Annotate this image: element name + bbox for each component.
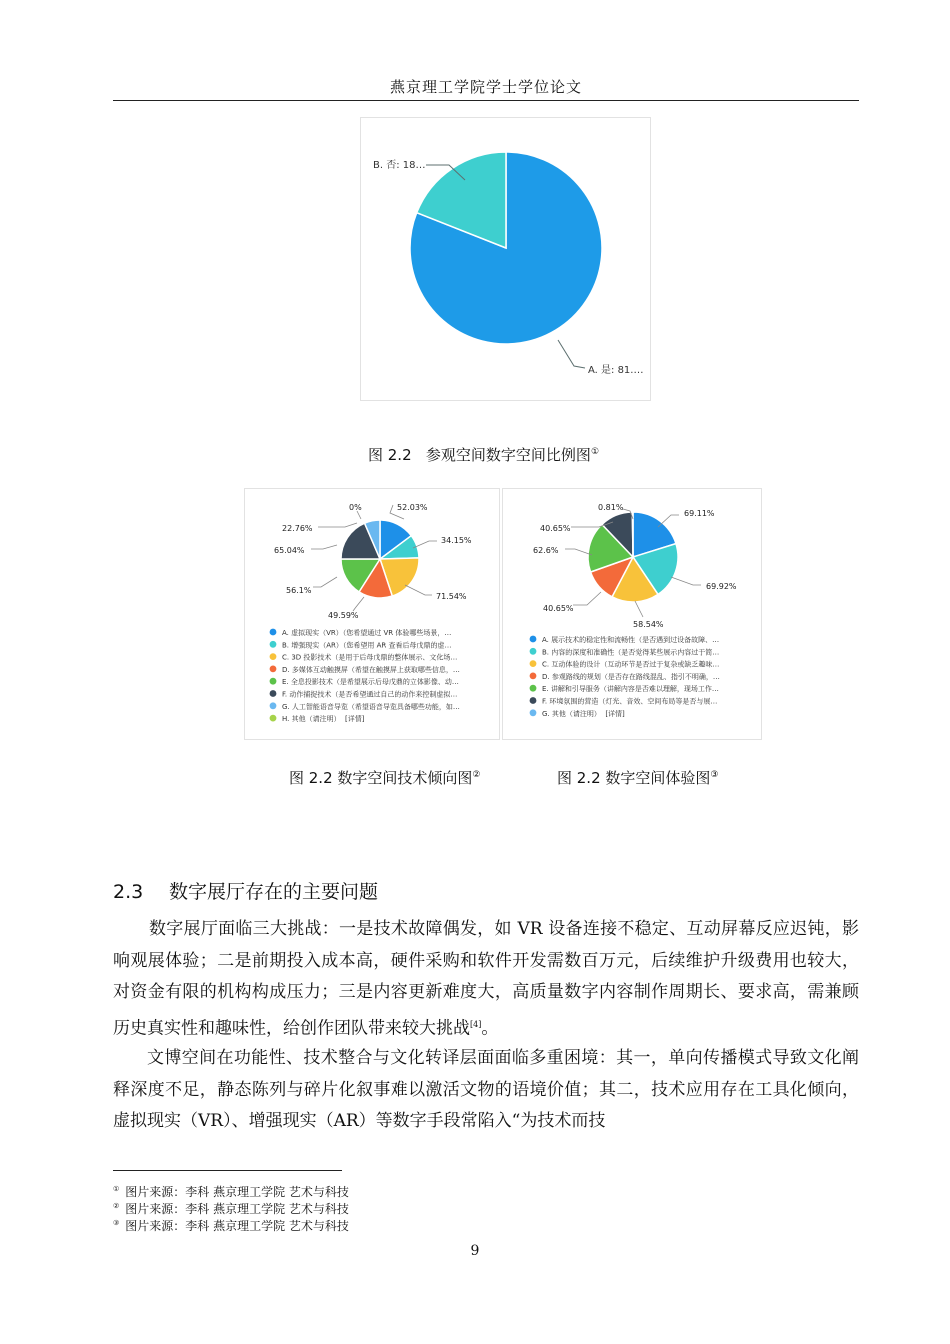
paragraph-1-text: 数字展厅面临三大挑战：一是技术故障偶发，如 VR 设备连接不稳定、互动屏幕反应迟钝，影响观展体验；二是前期投入成本高，硬件采购和软件开发需数百万元，后续维护升级费用也较大，对资金有限的机构构成压力；三是内容更新难度大，高质量数字内容制作周期长、要求高，需兼顾历史真实性和趣味性，给创作团队带来较大挑战 xyxy=(113,919,859,1039)
pie3-legend-item-2: C. 互动体验的设计（互动环节是否过于复杂或缺乏趣味… xyxy=(542,660,720,669)
header-rule xyxy=(113,100,859,101)
pie2-svg xyxy=(245,489,499,739)
pie3-value-e: 62.6% xyxy=(533,546,559,555)
footnote-1-text: 图片来源：李科 燕京理工学院 艺术与科技 xyxy=(125,1185,349,1199)
pie3-value-g: 0.81% xyxy=(598,503,624,512)
pie2-legend-swatch-1 xyxy=(270,641,277,648)
footnote-2 xyxy=(113,1199,349,1217)
pie2-legend-item-0: A. 虚拟现实（VR）（您希望通过 VR 体验哪些场景，… xyxy=(282,629,452,637)
pie2-legend-swatch-6 xyxy=(270,702,277,709)
pie3-legend-item-5: F. 环境氛围的营造（灯光、音效、空间布局等是否与展… xyxy=(542,697,718,706)
pie3-legend-item-3: D. 参观路线的规划（是否存在路线混乱、指引不明确，… xyxy=(542,672,720,681)
footnote-2-mark: ② xyxy=(113,1202,120,1210)
pie2-value-d: 49.59% xyxy=(328,611,359,620)
pie3-legend-swatch-3 xyxy=(530,673,537,680)
pie3-leader-d xyxy=(573,592,601,605)
pie2-legend-item-7: H. 其他（请注明） [详情] xyxy=(282,715,365,724)
pie3-legend-swatch-2 xyxy=(530,660,537,667)
pie2-value-g: 22.76% xyxy=(282,524,313,533)
pie3-legend-item-0: A. 展示技术的稳定性和流畅性（是否遇到过设备故障、… xyxy=(542,636,720,644)
pie2-value-c: 71.54% xyxy=(436,592,467,601)
pie3-svg xyxy=(503,489,761,739)
pie2-leader-h xyxy=(357,511,361,519)
pie2-leader-e xyxy=(313,577,337,587)
pie3-legend-item-1: B. 内容的深度和准确性（是否觉得某些展示内容过于简… xyxy=(542,648,720,657)
caption-1-text: 图 2.2 参观空间数字空间比例图 xyxy=(368,446,591,464)
figure-caption-1 xyxy=(368,444,599,465)
pie2-legend-item-1: B. 增强现实（AR）（您希望用 AR 查看后母戊鼎的虚… xyxy=(282,641,452,650)
pie2-value-e: 56.1% xyxy=(286,586,312,595)
pie2-value-h: 0% xyxy=(349,503,362,512)
pie2-leader-g xyxy=(318,523,357,527)
pie2-value-f: 65.04% xyxy=(274,546,305,555)
pie1-label-a: A. 是: 81.… xyxy=(588,365,644,376)
footnote-1 xyxy=(113,1182,349,1200)
figure-caption-3 xyxy=(557,767,718,788)
pie2-legend-item-3: D. 多媒体互动触摸屏（希望在触摸屏上获取哪些信息，… xyxy=(282,665,460,674)
footnote-3-text: 图片来源：李科 燕京理工学院 艺术与科技 xyxy=(125,1219,349,1233)
pie1-label-b: B. 否: 18… xyxy=(373,160,426,171)
section-number: 2.3 xyxy=(113,881,144,903)
pie2-legend-item-5: F. 动作捕捉技术（是否希望通过自己的动作来控制虚拟… xyxy=(282,690,458,699)
citation-ref: [4] xyxy=(470,1019,482,1029)
pie2-legend-swatch-5 xyxy=(270,690,277,697)
pie2-leader-f xyxy=(311,545,337,549)
pie1-leader-a xyxy=(558,340,585,368)
pie2-legend-item-6: G. 人工智能语音导览（希望语音导览具备哪些功能，如… xyxy=(282,702,460,711)
pie3-legend-swatch-5 xyxy=(530,697,537,704)
caption-1-mark: ① xyxy=(590,447,600,457)
pie3-leader-b xyxy=(671,577,701,585)
pie2-legend-item-4: E. 全息投影技术（是希望展示后母戊鼎的立体影像、动… xyxy=(282,678,459,687)
pie2-legend-swatch-0 xyxy=(270,629,277,636)
pie2-legend-swatch-2 xyxy=(270,653,277,660)
pie3-legend-swatch-4 xyxy=(530,685,537,692)
pie3-value-a: 69.11% xyxy=(684,509,715,518)
pie3-legend-item-6: G. 其他（请注明） [详情] xyxy=(542,709,625,718)
pie3-value-b: 69.92% xyxy=(706,582,737,591)
pie3-value-c: 58.54% xyxy=(633,620,664,629)
footnote-2-text: 图片来源：李科 燕京理工学院 艺术与科技 xyxy=(125,1202,349,1216)
running-header: 燕京理工学院学士学位论文 xyxy=(389,78,582,96)
pie2-value-a: 52.03% xyxy=(397,503,428,512)
caption-3-mark: ③ xyxy=(710,770,719,780)
pie3-legend-swatch-6 xyxy=(530,709,537,716)
pie3-value-f: 40.65% xyxy=(540,524,571,533)
paragraph-1-end: 。 xyxy=(481,1018,499,1039)
page-number: 9 xyxy=(470,1243,480,1259)
pie2-legend-swatch-7 xyxy=(270,715,277,722)
figure-pie-visit-ratio xyxy=(360,117,651,401)
pie3-legend-swatch-1 xyxy=(530,648,537,655)
section-title: 数字展厅存在的主要问题 xyxy=(169,881,379,903)
figure-pie-tech-preference xyxy=(244,488,500,740)
figure-pie-experience xyxy=(502,488,762,740)
footnote-rule xyxy=(113,1170,342,1171)
figure-caption-2 xyxy=(289,767,480,788)
caption-3-text: 图 2.2 数字空间体验图 xyxy=(557,769,711,787)
pie2-leader-c xyxy=(405,585,432,595)
caption-2-mark: ② xyxy=(472,770,481,780)
pie3-legend-swatch-0 xyxy=(530,636,537,643)
caption-2-text: 图 2.2 数字空间技术倾向图 xyxy=(289,769,473,787)
footnote-3-mark: ③ xyxy=(113,1219,120,1227)
paragraph-1 xyxy=(113,914,859,1045)
pie3-leader-c xyxy=(635,601,643,617)
pie1-svg xyxy=(361,118,650,400)
footnote-3 xyxy=(113,1216,349,1234)
pie3-legend-item-4: E. 讲解和引导服务（讲解内容是否难以理解，现场工作… xyxy=(542,685,719,694)
pie2-legend-swatch-4 xyxy=(270,678,277,685)
pie2-leader-d xyxy=(353,597,364,611)
pie2-value-b: 34.15% xyxy=(441,536,472,545)
section-heading xyxy=(113,877,378,904)
pie2-legend-item-2: C. 3D 投影技术（是用于后母戊鼎的整体展示、文化场… xyxy=(282,653,458,662)
footnote-1-mark: ① xyxy=(113,1185,120,1193)
pie3-value-d: 40.65% xyxy=(543,604,574,613)
paragraph-2: 文博空间在功能性、技术整合与文化转译层面面临多重困境：其一，单向传播模式导致文化阐释深度不足，静态陈列与碎片化叙事难以激活文物的语境价值；其二，技术应用存在工具化倾向，虚拟现实（VR）、增强现实（AR）等数字手段常陷入“为技术而技 xyxy=(113,1048,859,1131)
pie2-legend-swatch-3 xyxy=(270,666,277,673)
